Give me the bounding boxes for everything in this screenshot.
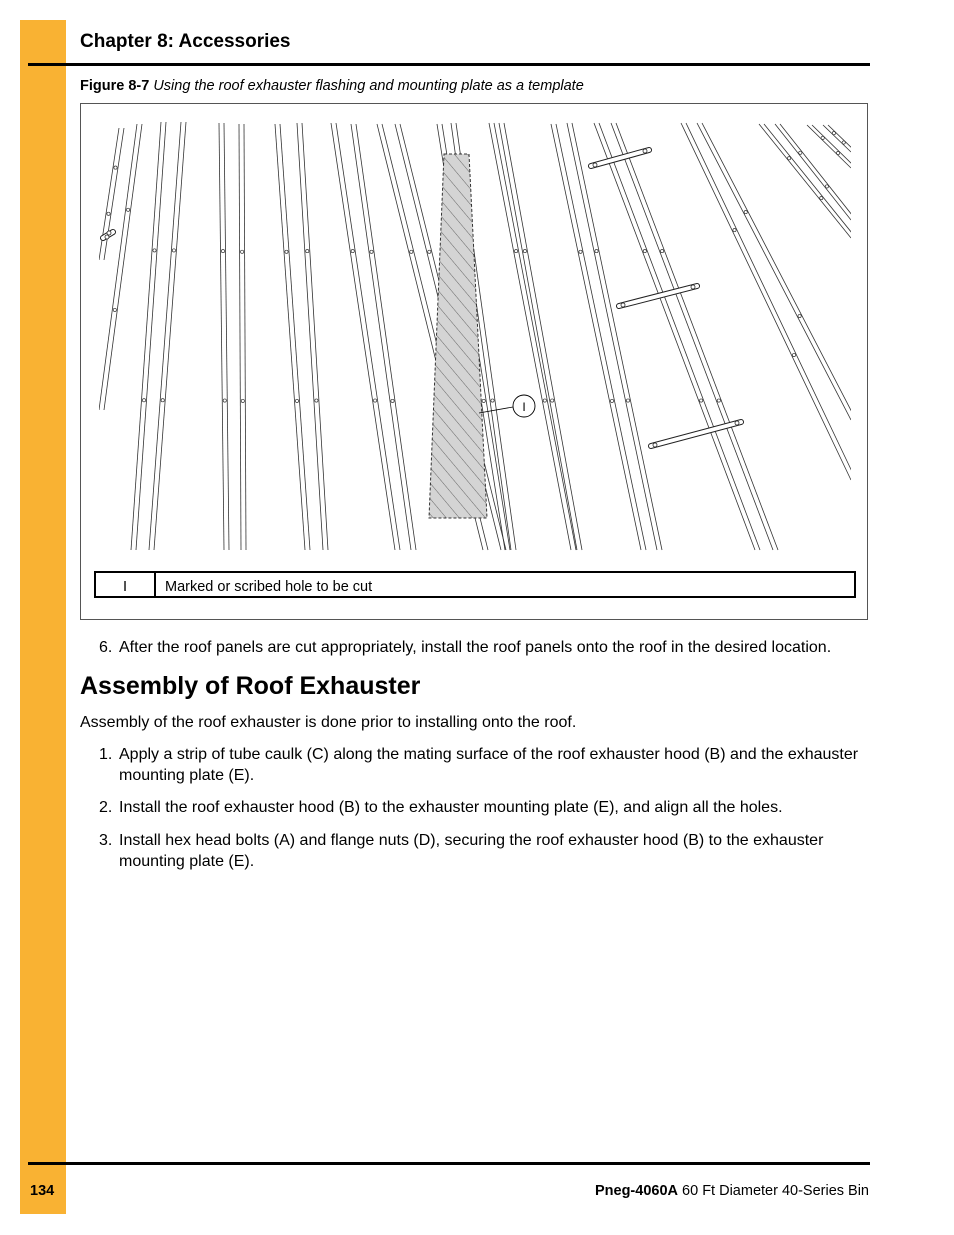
- step-item: [99, 797, 869, 818]
- footer-doc-title: 60 Ft Diameter 40-Series Bin: [682, 1183, 869, 1199]
- step-item: [99, 637, 869, 658]
- page-number: 134: [30, 1183, 55, 1199]
- footer-doc-id: Pneg-4060A: [594, 1183, 678, 1199]
- step-number: 1.: [99, 746, 113, 763]
- step-number: 3.: [99, 832, 113, 849]
- hole-area: [429, 154, 487, 518]
- section-heading: Assembly of Roof Exhauster: [80, 672, 421, 700]
- step-item: [99, 744, 869, 786]
- roof-panel-illustration: [99, 120, 851, 556]
- figure-caption: [80, 78, 584, 94]
- legend-key: I: [96, 573, 156, 596]
- step-item: [99, 830, 869, 872]
- side-color-bar: [20, 20, 66, 1214]
- figure-caption-text: Using the roof exhauster flashing and mounting plate as a template: [153, 78, 584, 94]
- figure-frame: [80, 103, 868, 620]
- step-text: After the roof panels are cut appropriately, install the roof panels onto the roof in the desired location.: [119, 639, 832, 656]
- footer-doc-info: [595, 1183, 869, 1199]
- legend-description: Marked or scribed hole to be cut: [165, 578, 373, 595]
- step-number: 2.: [99, 799, 113, 816]
- step-text: Install the roof exhauster hood (B) to the exhauster mounting plate (E), and align all the holes.: [119, 799, 783, 816]
- step-number: 6.: [99, 639, 113, 656]
- figure-number: Figure 8-7: [80, 78, 150, 94]
- chapter-title: Chapter 8: Accessories: [80, 31, 291, 52]
- figure-legend-table: [94, 571, 856, 598]
- step-text: Apply a strip of tube caulk (C) along the mating surface of the roof exhauster hood (B) and the exhauster mounting plate (E).: [119, 746, 859, 784]
- section-intro: Assembly of the roof exhauster is done prior to installing onto the roof.: [80, 714, 577, 731]
- footer-rule: [28, 1162, 870, 1165]
- step-text: Install hex head bolts (A) and flange nuts (D), securing the roof exhauster hood (B) to the exhauster mounting plate (E).: [119, 832, 824, 870]
- callout-label: I: [522, 400, 526, 414]
- header-rule: [28, 63, 870, 66]
